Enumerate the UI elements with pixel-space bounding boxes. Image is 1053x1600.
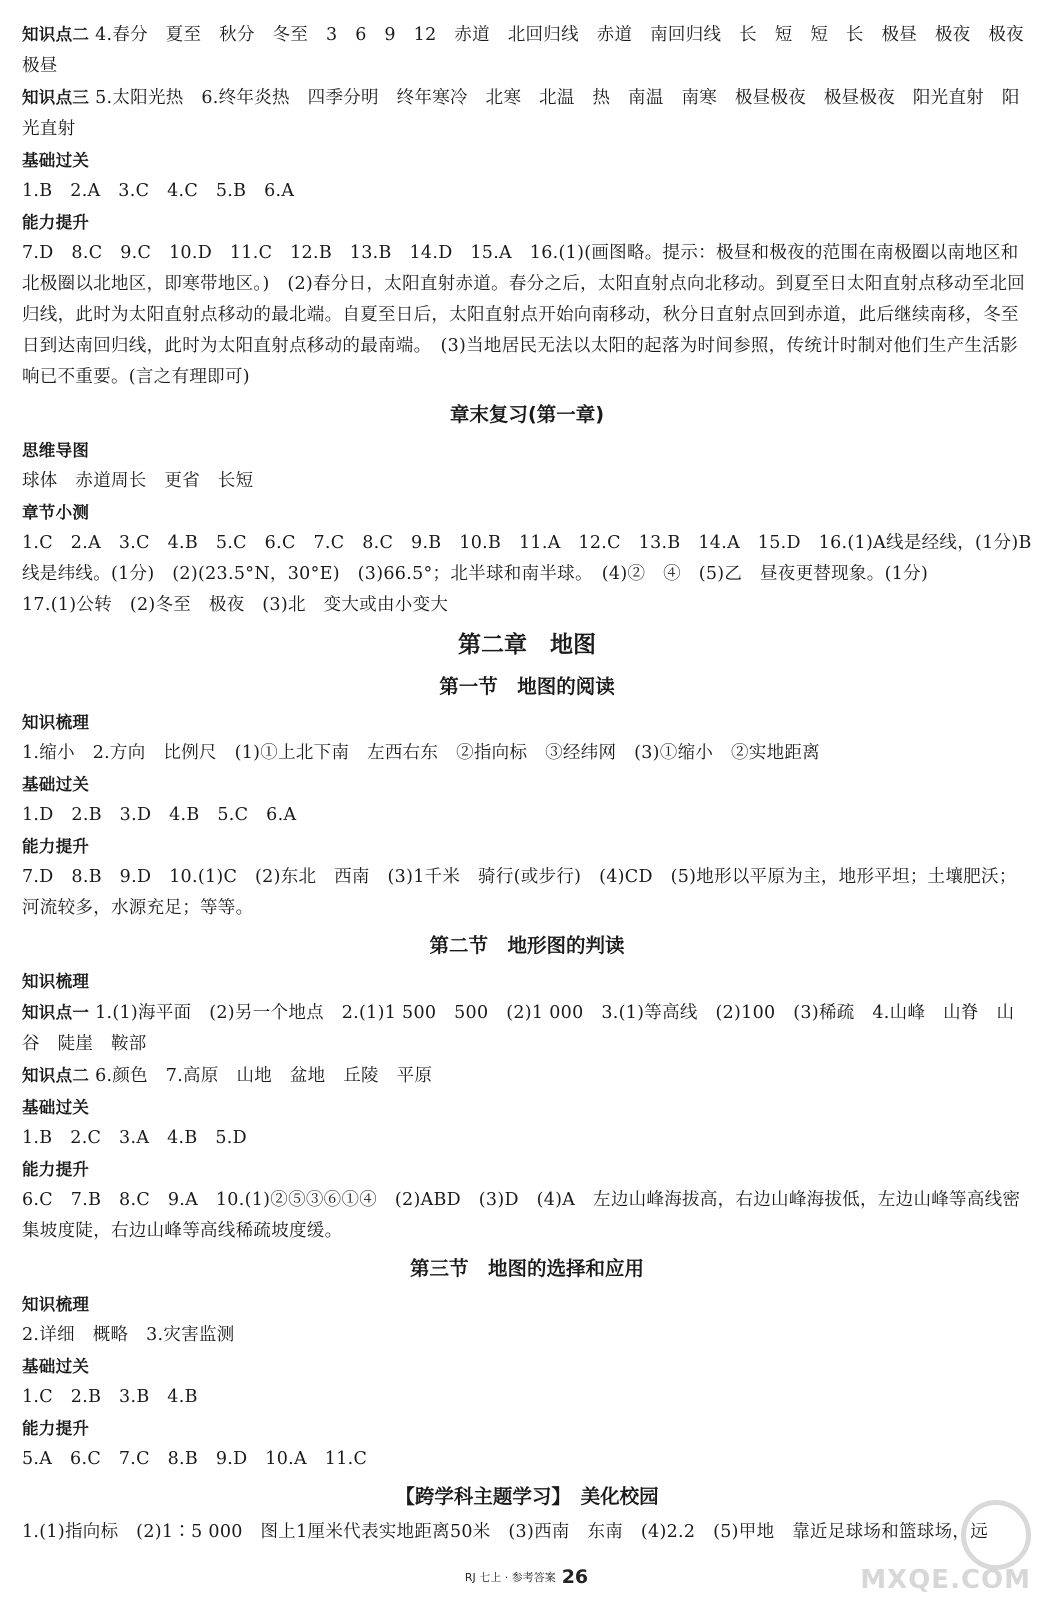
section-label: 能力提升 xyxy=(22,837,90,856)
answer-line: 1.C 2.A 3.C 4.B 5.C 6.C 7.C 8.C 9.B 10.B 11.A 12.C 13.B 14.A 15.D 16.(1)A线是经线，(1分)B线是纬线。(1分) (2)(23.5°N，30°E) (3)66.5°；北半球和南半球。 (4)② ④ (5)乙 昼夜更替现象。(1分) xyxy=(22,533,1032,584)
section-label: 思维导图 xyxy=(22,441,90,460)
answer-line: 1.(1)指向标 (2)1∶5 000 图上1厘米代表实地距离50米 (3)西南 东南 (4)2.2 (5)甲地 靠近足球场和篮球场，远 xyxy=(22,1522,989,1542)
section-label: 知识梳理 xyxy=(22,1295,90,1314)
footer-text: RJ 七上 · 参考答案 xyxy=(464,1571,556,1584)
answer-line: 球体 赤道周长 更省 长短 xyxy=(22,471,254,491)
section-label: 基础过关 xyxy=(22,1357,90,1376)
answer-line: 1.B 2.C 3.A 4.B 5.D xyxy=(22,1128,247,1148)
section-label: 基础过关 xyxy=(22,775,90,794)
answer-line: 17.(1)公转 (2)冬至 极夜 (3)北 变大或由小变大 xyxy=(22,595,449,615)
answer-line: 2.详细 概略 3.灾害监测 xyxy=(22,1325,235,1345)
section-label: 知识点二 xyxy=(22,1066,90,1085)
section-label: 知识点二 xyxy=(22,25,90,44)
answer-line: 1.B 2.A 3.C 4.C 5.B 6.A xyxy=(22,181,295,201)
answer-line: 7.D 8.B 9.D 10.(1)C (2)东北 西南 (3)1千米 骑行(或步行) (4)CD (5)地形以平原为主，地形平坦；土壤肥沃；河流较多，水源充足；等等。 xyxy=(22,867,1017,918)
section-label: 知识梳理 xyxy=(22,972,90,991)
answer-line xyxy=(22,1060,1032,1092)
cross-subject-title: 【跨学科主题学习】 美化校园 xyxy=(395,1485,659,1508)
watermark-circle-icon xyxy=(961,1500,1031,1570)
answer-line: 6.C 7.B 8.C 9.A 10.(1)②⑤③⑥①④ (2)ABD (3)D (4)A 左边山峰海拔高，右边山峰海拔低，左边山峰等高线密集坡度陡，右边山峰等高线稀疏坡度缓。 xyxy=(22,1190,1021,1241)
answer-text: 6.颜色 7.高原 山地 盆地 丘陵 平原 xyxy=(89,1066,433,1086)
answer-line: 1.D 2.B 3.D 4.B 5.C 6.A xyxy=(22,805,297,825)
answer-line: 7.D 8.C 9.C 10.D 11.C 12.B 13.B 14.D 15.A 16.(1)(画图略。提示：极昼和极夜的范围在南极圈以南地区和北极圈以北地区，即寒带地区。) (2)春分日，太阳直射赤道。春分之后，太阳直射点向北移动。到夏至日太阳直射点移动至北回归线，此时为太阳直射点移动的最北端。自夏至日后，太阳直射点开始向南移动，秋分日直射点回到赤道，此后继续南移，冬至日到达南回归线，此时为太阳直射点移动的最南端。 (3)当地居民无法以太阳的起落为时间参照，传统计时制对他们生产生活影响已不重要。(言之有理即可) xyxy=(22,243,1026,387)
section-label: 基础过关 xyxy=(22,151,90,170)
section-label: 章节小测 xyxy=(22,503,90,522)
answer-text: 4.春分 夏至 秋分 冬至 3 6 9 12 赤道 北回归线 赤道 南回归线 长 短 短 长 极昼 极夜 极夜 极昼 xyxy=(22,25,1042,76)
section-title: 第一节 地图的阅读 xyxy=(439,675,615,698)
section-label: 知识点三 xyxy=(22,88,90,107)
answer-line xyxy=(22,82,1032,145)
watermark-text: MXQE.COM xyxy=(860,1565,1031,1595)
section-label: 能力提升 xyxy=(22,1419,90,1438)
page-number: 26 xyxy=(561,1566,589,1588)
section-label: 能力提升 xyxy=(22,213,90,232)
section-label: 知识梳理 xyxy=(22,713,90,732)
watermark-logo xyxy=(835,1500,1031,1596)
section-label: 基础过关 xyxy=(22,1098,90,1117)
section-label: 知识点一 xyxy=(22,1003,90,1022)
answer-line xyxy=(22,997,1032,1060)
section-title: 第三节 地图的选择和应用 xyxy=(409,1257,644,1280)
chapter-title: 第二章 地图 xyxy=(458,632,596,658)
section-title: 第二节 地形图的判读 xyxy=(429,934,625,957)
answer-line: 5.A 6.C 7.C 8.B 9.D 10.A 11.C xyxy=(22,1449,368,1469)
answer-line: 1.C 2.B 3.B 4.B xyxy=(22,1387,198,1407)
answer-text: 1.(1)海平面 (2)另一个地点 2.(1)1 500 500 (2)1 000 3.(1)等高线 (2)100 (3)稀疏 4.山峰 山脊 山谷 陡崖 鞍部 xyxy=(22,1003,1015,1054)
page-content xyxy=(22,19,1042,1548)
answer-text: 5.太阳光热 6.终年炎热 四季分明 终年寒冷 北寒 北温 热 南温 南寒 极昼极夜 极昼极夜 阳光直射 阳光直射 xyxy=(22,88,1020,139)
answer-line xyxy=(22,19,1042,82)
section-label: 能力提升 xyxy=(22,1160,90,1179)
review-title: 章末复习(第一章) xyxy=(449,403,605,426)
answer-line: 1.缩小 2.方向 比例尺 (1)①上北下南 左西右东 ②指向标 ③经纬网 (3)①缩小 ②实地距离 xyxy=(22,743,820,763)
